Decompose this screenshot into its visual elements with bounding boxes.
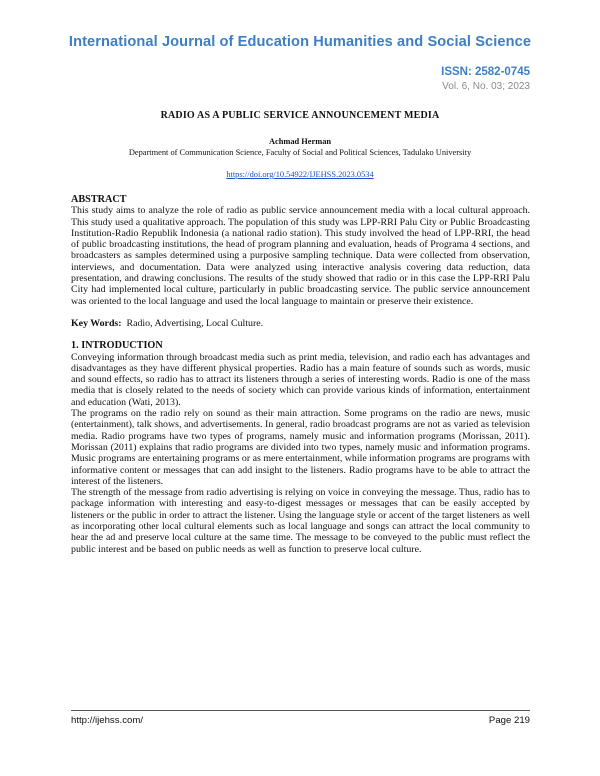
introduction-paragraph-1: Conveying information through broadcast media such as print media, television, and radio each has advantages and disadvantages as they have different physical properties. Radio has a main feature of sounds such as words, music and sound effects, so radio has to attract its listeners through a series of interesting words. Radio is one of the mass media that is closely related to the needs of society which can provide various kinds of information, entertainment and education (Wati, 2013).	[71, 351, 530, 408]
issn: ISSN: 2582-0745	[441, 66, 530, 78]
footer-url-link[interactable]: http://ijehss.com/	[71, 715, 143, 726]
footer-divider	[71, 710, 530, 711]
introduction-heading: 1. INTRODUCTION	[71, 340, 163, 352]
introduction-paragraph-3: The strength of the message from radio advertising is relying on voice in conveying the message. Thus, radio has to package information with interesting and easy-to-digest messages or messages that can be easily accepted by listeners or the public in order to attract the listener. Using the language style or accent of the target listeners as well as incorporating other local cultural elements such as local language and songs can attract the local community to hear the ad and preserve local culture at the same time. The message to be conveyed to the public must reflect the public interest and be based on public needs as well as function to preserve local culture.	[71, 487, 530, 555]
abstract-heading: ABSTRACT	[71, 194, 127, 205]
keywords-text: Radio, Advertising, Local Culture.	[126, 317, 264, 329]
author-affiliation: Department of Communication Science, Faculty of Social and Political Sciences, Tadulako University	[128, 148, 472, 157]
spacer	[71, 329, 530, 340]
keywords	[71, 318, 530, 329]
introduction-paragraph-2: The programs on the radio rely on sound as their main attraction. Some programs on the radio are news, music (entertainment), talk shows, and advertisements. In general, radio broadcast programs are not as varied as television media. Radio programs have two types of programs, namely music and information programs (Morissan, 2011). Morissan (2011) explains that radio programs are divided into two types, namely music and information programs. Music programs are entertaining programs or as mere entertainment, while information programs are programs with informative content or messages that can add insight to the listeners. Radio programs have to be able to attract the interest of the listeners.	[71, 408, 530, 487]
keywords-label: Key Words	[71, 317, 119, 329]
keywords-colon: :	[118, 317, 122, 329]
spacer	[71, 307, 530, 318]
footer-page-number: Page 219	[488, 715, 530, 726]
journal-title: International Journal of Education Humanities and Social Science	[68, 34, 532, 50]
doi-link[interactable]: https://doi.org/10.54922/IJEHSS.2023.0534	[226, 170, 374, 179]
volume-issue: Vol. 6, No. 03; 2023	[442, 81, 530, 92]
paper-title: RADIO AS A PUBLIC SERVICE ANNOUNCEMENT MEDIA	[160, 110, 440, 121]
abstract-text: This study aims to analyze the role of radio as public service announcement media with a local cultural approach. This study used a qualitative approach. The population of this study was LPP-RRI Palu City or Public Broadcasting Institution-Radio Republik Indonesia (a national radio station). This study involved the head of LPP-RRI, the head of public broadcasting institutions, the head of program planning and evaluation, heads of Programa 4 sections, and broadcasters as samples determined using a purposive sampling technique. Data were collected from observation, interviews, and documentation. Data were analyzed using interactive analysis covering data reduction, data presentation, and drawing conclusions. The results of the study showed that radio or in this case the LPP-RRI Palu City had implemented local culture, particularly in public broadcasting service. The public service announcement was oriented to the local language and used the local language to maintain or preserve their existence.	[71, 205, 530, 307]
article-body	[71, 194, 530, 555]
author-name: Achmad Herman	[268, 137, 332, 146]
